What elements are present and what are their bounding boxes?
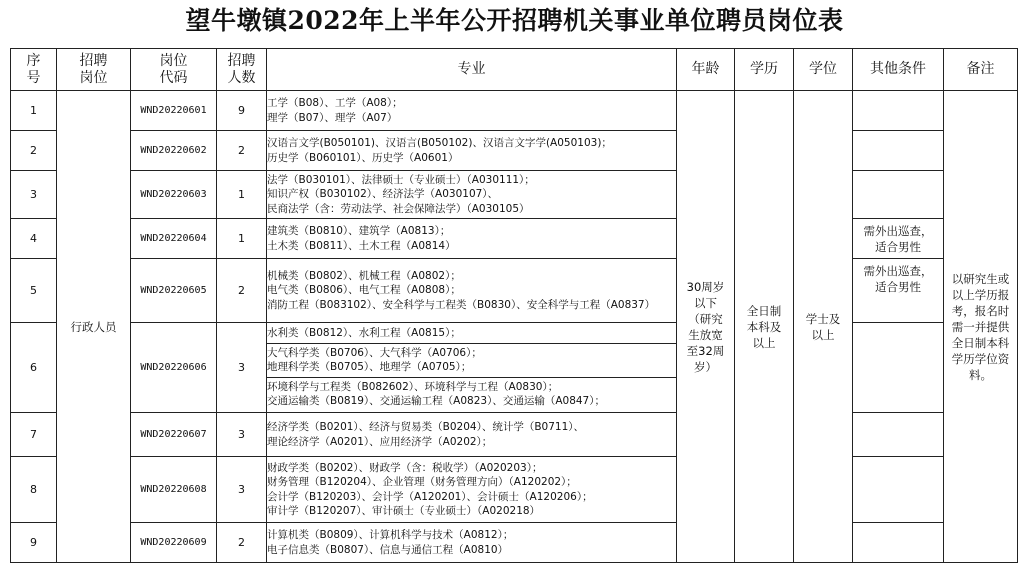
- age-cell: 30周岁以下（研究生放宽至32周岁）: [677, 91, 735, 563]
- major-line: 理学（B07）、理学（A07）: [267, 111, 398, 124]
- code-cell: WND20220607: [131, 413, 217, 457]
- major-cell: [267, 219, 677, 259]
- header-education: 学历: [735, 49, 794, 91]
- table-row: [11, 523, 1018, 563]
- major-cell: [267, 91, 677, 131]
- seq-cell: 4: [11, 219, 57, 259]
- major-line: 审计学（B120207）、审计硕士（专业硕士）（A020218）: [267, 505, 541, 517]
- major-line: 电气类（B0806）、电气工程（A0808）；: [267, 284, 461, 297]
- major-cell: [267, 457, 677, 523]
- code-cell: WND20220602: [131, 131, 217, 171]
- education-cell: 全日制本科及以上: [735, 91, 794, 563]
- table-row: [11, 323, 1018, 413]
- other-cell: [853, 171, 944, 219]
- other-cell: [853, 91, 944, 131]
- degree-cell: 学士及以上: [794, 91, 853, 563]
- other-cell: 需外出巡查，适合男性: [853, 219, 944, 259]
- major-line: 知识产权（B030102）、经济法学（A030107）、: [267, 188, 499, 201]
- table-row: [11, 219, 1018, 259]
- major-cell: [267, 259, 677, 323]
- other-cell: 需外出巡查，适合男性: [853, 259, 944, 323]
- seq-cell: 9: [11, 523, 57, 563]
- major-line: 建筑类（B0810）、建筑学（A0813）；: [267, 225, 451, 237]
- major-line: 历史学（B060101）、历史学（A0601）: [267, 151, 459, 164]
- major-line: 环境科学与工程类（B082602）、环境科学与工程（A0830）；: [267, 380, 559, 393]
- major-line: 电子信息类（B0807）、信息与通信工程（A0810）: [267, 543, 509, 556]
- code-cell: WND20220609: [131, 523, 217, 563]
- recruitment-table: [10, 48, 1018, 563]
- major-line: 消防工程（B083102）、安全科学与工程类（B0830）、安全科学与工程（A0837）: [267, 298, 656, 311]
- seq-cell: 7: [11, 413, 57, 457]
- code-cell: WND20220603: [131, 171, 217, 219]
- major-line: 财政学类（B0202）、财政学（含：税收学）（A020203）；: [267, 461, 543, 474]
- other-cell: [853, 457, 944, 523]
- post-cell: 行政人员: [57, 91, 131, 563]
- count-cell: 2: [217, 259, 267, 323]
- table-row: [11, 91, 1018, 131]
- count-cell: 3: [217, 323, 267, 413]
- major-cell: [267, 323, 677, 413]
- code-cell: WND20220608: [131, 457, 217, 523]
- major-line: 工学（B08）、工学（A08）；: [267, 97, 403, 109]
- major-line: 理论经济学（A0201）、应用经济学（A0202）；: [267, 435, 493, 448]
- header-count: 招聘人数: [217, 49, 267, 91]
- major-line: 经济学类（B0201）、经济与贸易类（B0204）、统计学（B0711）、: [267, 421, 585, 433]
- seq-cell: 1: [11, 91, 57, 131]
- major-line: 地理科学类（B0705）、地理学（A0705）；: [267, 361, 472, 374]
- page-title: 望牛墩镇2022年上半年公开招聘机关事业单位聘员岗位表: [185, 6, 844, 35]
- major-line: 土木类（B0811）、土木工程（A0814）: [267, 239, 456, 252]
- code-cell: WND20220606: [131, 323, 217, 413]
- table-row: [11, 131, 1018, 171]
- major-line: 机械类（B0802）、机械工程（A0802）；: [267, 269, 461, 282]
- major-line: 法学（B030101）、法律硕士（专业硕士）（A030111）；: [267, 173, 535, 186]
- code-cell: WND20220601: [131, 91, 217, 131]
- header-other: 其他条件: [853, 49, 944, 91]
- count-cell: 3: [217, 413, 267, 457]
- header-age: 年龄: [677, 49, 735, 91]
- header-degree: 学位: [794, 49, 853, 91]
- seq-cell: 3: [11, 171, 57, 219]
- count-cell: 1: [217, 171, 267, 219]
- other-cell: [853, 413, 944, 457]
- major-cell: [267, 131, 677, 171]
- header-seq: 序号: [11, 49, 57, 91]
- major-line: 民商法学（含：劳动法学、社会保障法学）（A030105）: [267, 202, 530, 215]
- major-line: 水利类（B0812）、水利工程（A0815）；: [267, 327, 461, 340]
- table-row: [11, 171, 1018, 219]
- header-code: 岗位代码: [131, 49, 217, 91]
- header-major: 专业: [267, 49, 677, 91]
- code-cell: WND20220605: [131, 259, 217, 323]
- major-line: 计算机类（B0809）、计算机科学与技术（A0812）；: [267, 529, 514, 541]
- major-line: 大气科学类（B0706）、大气科学（A0706）；: [267, 346, 482, 359]
- seq-cell: 2: [11, 131, 57, 171]
- seq-cell: 5: [11, 259, 57, 323]
- seq-cell: 6: [11, 323, 57, 413]
- major-line: 会计学（B120203）、会计学（A120201）、会计硕士（A120206）；: [267, 490, 593, 503]
- major-line: 财务管理（B120204）、企业管理（财务管理方向）（A120202）；: [267, 476, 577, 488]
- seq-cell: 8: [11, 457, 57, 523]
- other-cell: [853, 323, 944, 413]
- header-post: 招聘岗位: [57, 49, 131, 91]
- major-line: 汉语言文学(B050101)、汉语言(B050102)、汉语言文字学(A050103)；: [267, 137, 612, 149]
- table-row: [11, 413, 1018, 457]
- major-cell: [267, 523, 677, 563]
- count-cell: 3: [217, 457, 267, 523]
- other-cell: [853, 523, 944, 563]
- major-cell: [267, 171, 677, 219]
- major-cell: [267, 413, 677, 457]
- divider: [267, 377, 677, 378]
- code-cell: WND20220604: [131, 219, 217, 259]
- table-row: [11, 457, 1018, 523]
- remark-cell: 以研究生或以上学历报考，报名时需一并提供全日制本科学历学位资料。: [944, 91, 1018, 563]
- other-cell: [853, 131, 944, 171]
- count-cell: 1: [217, 219, 267, 259]
- count-cell: 9: [217, 91, 267, 131]
- count-cell: 2: [217, 523, 267, 563]
- table-row: [11, 259, 1018, 323]
- count-cell: 2: [217, 131, 267, 171]
- header-row: [11, 49, 1018, 91]
- header-remark: 备注: [944, 49, 1018, 91]
- divider: [267, 343, 677, 344]
- major-line: 交通运输类（B0819）、交通运输工程（A0823）、交通运输（A0847）；: [267, 395, 605, 408]
